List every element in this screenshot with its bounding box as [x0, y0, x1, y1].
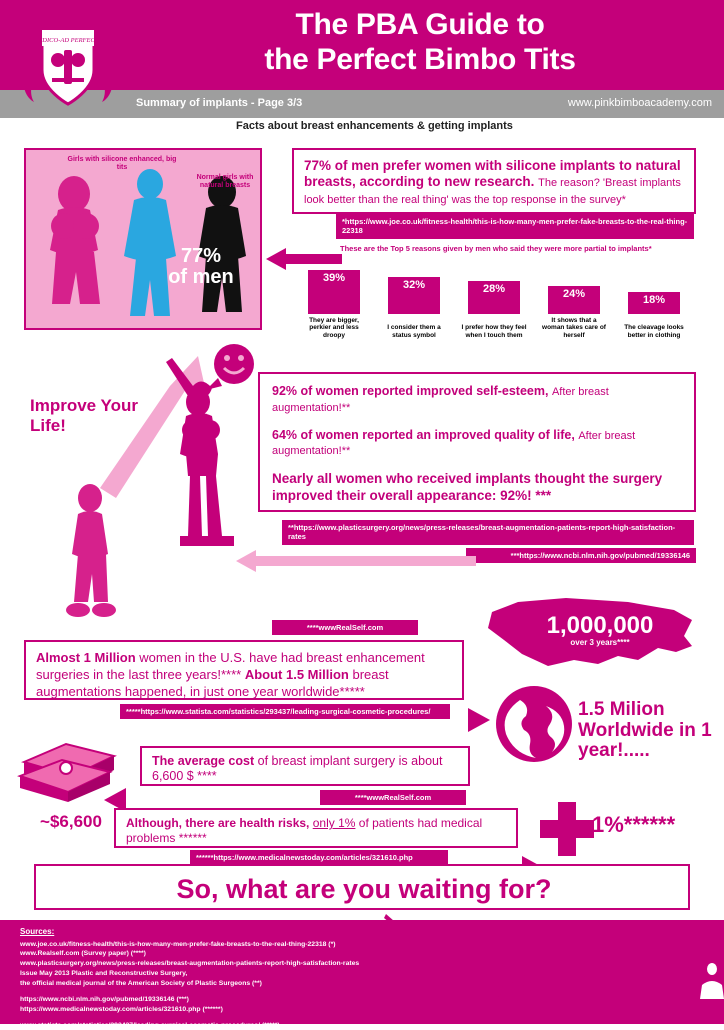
stat-quality-of-life-tail: After breast augmentation!**	[272, 430, 635, 458]
equation-plus-1: +	[540, 964, 554, 992]
stat-self-esteem	[272, 384, 682, 416]
stat-quality-of-life	[272, 428, 682, 460]
source-line-0: www.joe.co.uk/fitness-health/this-is-how-many-men-prefer-fake-breasts-to-the-real-thing-22318 (*)	[20, 940, 450, 950]
stat-self-esteem-lead: 92% of women reported improved self-esteem,	[272, 384, 548, 398]
stat-self-esteem-tail: After breast augmentation!**	[272, 386, 609, 414]
comparison-photo-panel	[24, 148, 262, 330]
health-risk-tail: of patients had medical problems ******	[126, 816, 482, 845]
bar-4	[628, 292, 680, 314]
self-esteem-box	[258, 372, 696, 512]
photo-label-left: Girls with silicone enhanced, big tits	[62, 156, 182, 173]
average-cost-lead: The average cost	[152, 754, 254, 768]
worldwide-number: 1.5 Milion Worldwide in 1 year!.....	[578, 700, 718, 762]
source-realself-2: ****wwwRealSelf.com	[320, 790, 466, 805]
average-cost-tail: of breast implant surgery is about 6,600 $ ****	[152, 754, 442, 783]
stat-appearance: Nearly all women who received implants thought the surgery improved their overall appearance: 92%! ***	[272, 471, 682, 505]
source-line-6: https://www.medicalnewstoday.com/articles/321610.php (******)	[20, 1005, 450, 1015]
page-indicator: Summary of implants - Page 3/3	[136, 97, 302, 109]
page-title-line2: the Perfect Bimbo Tits	[120, 43, 720, 78]
risk-percent-badge: 1%******	[592, 812, 712, 838]
reasons-bar-chart	[300, 256, 700, 340]
page-title-line1: The PBA Guide to	[120, 8, 720, 43]
source-plasticsurgery: **https://www.plasticsurgery.org/news/press-releases/breast-augmentation-patients-report-high-satisfaction-rates	[282, 520, 694, 545]
bar-3	[548, 286, 600, 314]
source-joe: *https://www.joe.co.uk/fitness-health/this-is-how-many-men-prefer-fake-breasts-to-the-real-thing-22318	[336, 214, 694, 239]
usa-number: 1,000,000	[500, 614, 700, 638]
million-lead: Almost 1 Million	[36, 650, 136, 665]
bar-value-1: 32%	[388, 279, 440, 291]
medical-cross-icon	[536, 800, 598, 856]
sources-heading: Sources:	[20, 926, 450, 938]
bar-2	[468, 281, 520, 314]
source-line-2: www.plasticsurgery.org/news/press-releases/breast-augmentation-patients-report-high-satisfaction-rates	[20, 959, 450, 969]
equation-plus-2: +	[610, 964, 624, 992]
bar-label-2: I prefer how they feel when I touch them	[461, 324, 527, 340]
website-url: www.pinkbimboacademy.com	[568, 97, 712, 109]
arrow-esteem-head	[236, 550, 256, 572]
improve-illustration	[20, 338, 260, 628]
health-risk-text	[126, 816, 506, 846]
facts-heading: Facts about breast enhancements & getting implants	[236, 120, 513, 132]
stat-quality-of-life-lead: 64% of women reported an improved quality of life,	[272, 428, 575, 442]
source-line-4: the official medical journal of the American Society of Plastic Surgeons (**)	[20, 979, 450, 989]
bar-value-3: 24%	[548, 288, 600, 300]
men-preference-tail: The reason? 'Breast implants look better than the real thing' was the top response in the survey*	[304, 177, 681, 205]
million-mid: women in the U.S. have had breast enhancement surgeries in the last three years!****	[36, 650, 425, 682]
men-preference-text	[304, 158, 684, 207]
percent-overlay-value: 77%	[166, 246, 236, 267]
bar-0	[308, 270, 360, 314]
bar-label-4: The cleavage looks better in clothing	[621, 324, 687, 340]
percent-overlay	[166, 246, 236, 288]
bar-label-3: It shows that a woman takes care of herself	[541, 317, 607, 340]
bar-value-4: 18%	[628, 294, 680, 306]
cost-amount: ~$6,600	[16, 812, 126, 832]
bar-1	[388, 277, 440, 314]
globe-icon	[494, 684, 574, 764]
average-cost-box	[140, 746, 470, 786]
bar-label-1: I consider them a status symbol	[381, 324, 447, 340]
average-cost-text	[152, 754, 458, 785]
bar-label-0: They are bigger, perkier and less droopy	[301, 317, 367, 340]
health-risk-box	[114, 808, 518, 848]
percent-overlay-label: of men	[166, 267, 236, 288]
men-preference-box	[292, 148, 696, 214]
source-line-3: Issue May 2013 Plastic and Reconstructive Surgery,	[20, 969, 450, 979]
million-tail: breast augmentations happened, in just one year worldwide*****	[36, 667, 389, 699]
source-line-7: www.statista.com/statistics/293437/leading-surgical-cosmetic-procedures/ (*****)	[20, 1021, 450, 1030]
call-to-action-box	[34, 864, 690, 910]
arrow-cta-to-equation	[384, 912, 444, 958]
source-medicalnewstoday: ******https://www.medicalnewstoday.com/articles/321610.php	[190, 850, 448, 865]
source-statista: *****https://www.statista.com/statistics/293437/leading-surgical-cosmetic-procedures/	[120, 704, 450, 719]
million-lead-2: About 1.5 Million	[245, 667, 349, 682]
health-risk-lead: Although, there are health risks,	[126, 816, 309, 830]
bar-value-0: 39%	[308, 272, 360, 284]
million-surgeries-text	[36, 650, 452, 701]
photo-label-right: Normal girls with natural breasts	[190, 174, 260, 191]
source-ncbi: ***https://www.ncbi.nlm.nih.gov/pubmed/19336146	[466, 548, 696, 563]
arrow-esteem-stem	[256, 556, 476, 566]
source-line-5: https://www.ncbi.nlm.nih.gov/pubmed/19336146 (***)	[20, 995, 450, 1005]
equation-result-icon	[692, 952, 724, 1008]
equation-equals: =	[668, 964, 682, 992]
men-preference-lead: 77% of men prefer women with silicone implants to natural breasts, according to new research.	[304, 158, 681, 189]
source-line-1: www.Realself.com (Survey paper) (****)	[20, 949, 450, 959]
usa-number-sub: over 3 years****	[500, 638, 700, 647]
crest-logo	[8, 4, 128, 124]
call-to-action-text: So, what are you waiting for?	[36, 874, 692, 905]
svg-text:A MEDICO-AD PERFECTUM: A MEDICO-AD PERFECTUM	[26, 37, 109, 44]
page-title	[120, 8, 720, 77]
arrow-to-globe	[468, 708, 490, 732]
health-risk-underline: only 1%	[313, 816, 356, 830]
improve-your-life-title: Improve Your Life!	[30, 396, 140, 435]
million-surgeries-box	[24, 640, 464, 700]
chart-title: These are the Top 5 reasons given by men who said they were more partial to implants*	[340, 244, 652, 253]
source-realself-1: ****wwwRealSelf.com	[272, 620, 418, 635]
arrow-to-photo	[266, 248, 286, 270]
bar-value-2: 28%	[468, 283, 520, 295]
